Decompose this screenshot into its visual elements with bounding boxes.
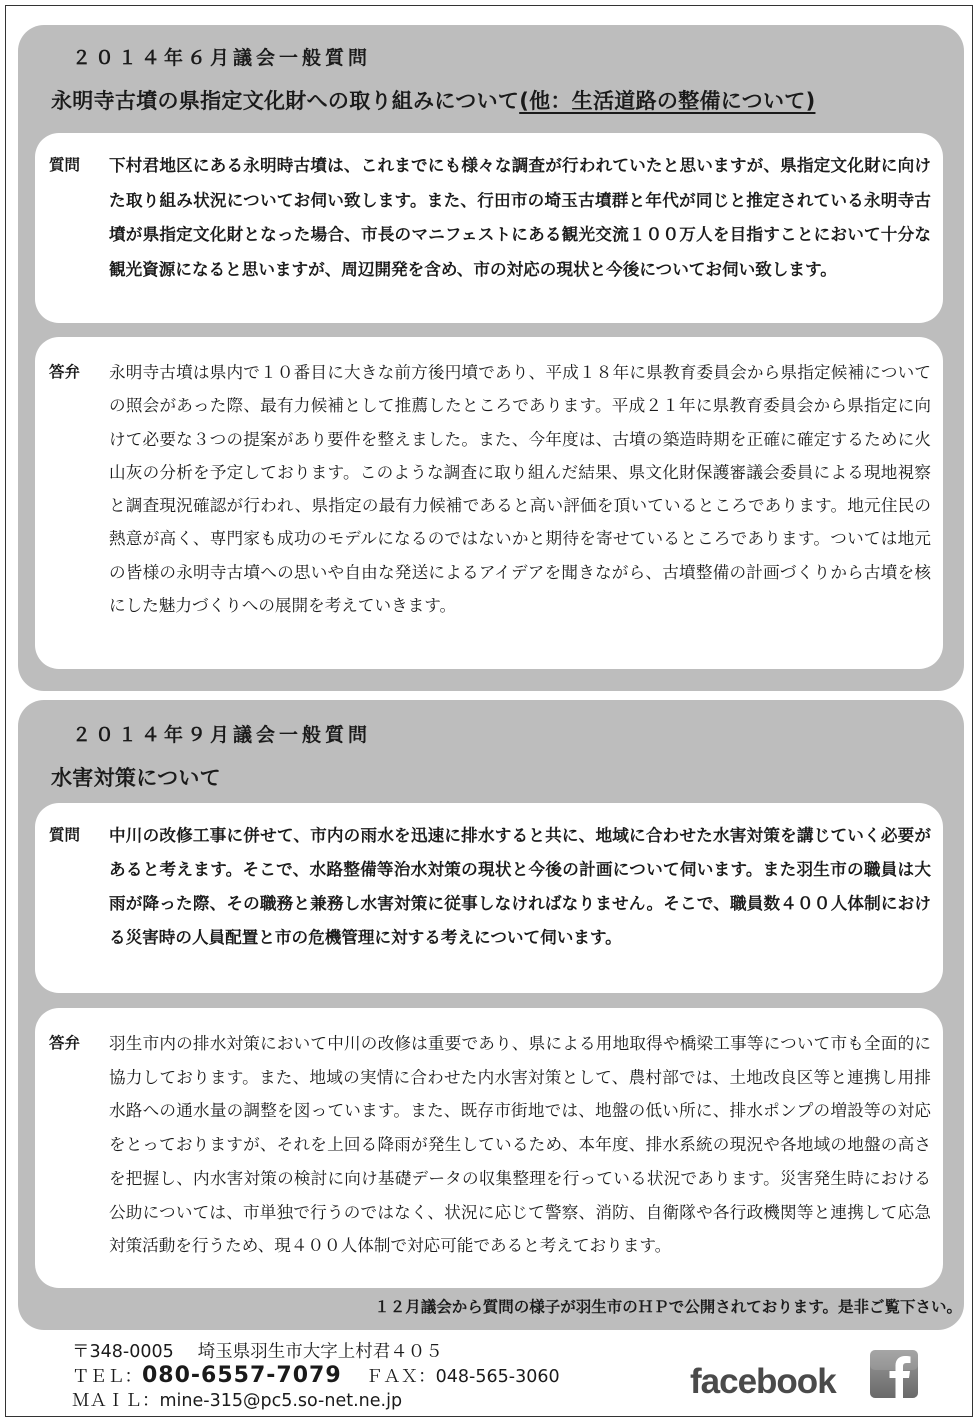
fax-number: 048-565-3060: [435, 1367, 560, 1387]
answer-text: 羽生市内の排水対策において中川の改修は重要であり、県による用地取得や橋梁工事等について市も全面的に協力しております。また、地域の実情に合わせた内水害対策として、農村部では、土地改良区等と連携し用排水路への通水量の調整を図っています。また、既存市街地では、地盤の低い所に、排水ポンプの増設等の対応をとっておりますが、それを上回る降雨が発生しているため、本年度、排水系統の現況や各地域の地盤の高さを把握し、内水害対策の検討に向け基礎データの収集整理を行っている状況であります。災害発生時における公助については、市単独で行うのではなく、状況に応じて警察、消防、自衛隊や各行政機関等と連携して応急対策活動を行うため、現４００人体制で対応可能であると考えております。: [109, 1034, 931, 1256]
question-box: [35, 133, 943, 323]
mail-address[interactable]: mine-315@pc5.so-net.ne.jp: [159, 1391, 403, 1411]
section-date: ２０１４年９月議会一般質問: [72, 724, 372, 746]
section-title-main: 永明寺古墳の県指定文化財への取り組みについて: [51, 89, 520, 113]
question-text: 中川の改修工事に併せて、市内の雨水を迅速に排水すると共に、地域に合わせた水害対策を講じていく必要があると考えます。そこで、水路整備等治水対策の現状と今後の計画について伺います。また羽生市の職員は大雨が降った際、その職務と兼務し水害対策に従事しなければなりません。そこで、職員数４００人体制における災害時の人員配置と市の危機管理に対する考えについて伺います。: [109, 826, 931, 947]
question-label: 質問: [49, 826, 81, 844]
facebook-logo-icon[interactable]: [870, 1350, 918, 1398]
question-label: 質問: [49, 156, 81, 174]
answer-label: 答弁: [49, 363, 81, 381]
section-september-2014: [18, 700, 964, 1330]
answer-text: 永明寺古墳は県内で１０番目に大きな前方後円墳であり、平成１８年に県教育委員会から県指定候補についての照会があった際、最有力候補として推薦したところであります。平成２１年に県教育委員会から県指定に向けて必要な３つの提案があり要件を整えました。また、今年度は、古墳の築造時期を正確に確定するために火山灰の分析を予定しております。このような調査に取り組んだ結果、県文化財保護審議会委員による現地視察と調査現況確認が行われ、県指定の最有力候補であると高い評価を頂いているところであります。地元住民の熱意が高く、専門家も成功のモデルになるのではないかと期待を寄せているところであります。ついては地元の皆様の永明寺古墳への思いや自由な発送によるアイデアを聞きながら、古墳整備の計画づくりから古墳を核にした魅力づくりへの展開を考えていきます。: [109, 363, 931, 616]
phone-line: [72, 1364, 560, 1389]
answer-box: [35, 1008, 943, 1288]
mail-label: ＭＡＩＬ：: [72, 1391, 160, 1411]
section-date: ２０１４年６月議会一般質問: [72, 47, 372, 69]
section-title: [51, 85, 815, 115]
section-title-sub: (他：生活道路の整備について): [519, 89, 816, 113]
question-text: 下村君地区にある永明時古墳は、これまでにも様々な調査が行われていたと思いますが、県指定文化財に向けた取り組み状況についてお伺い致します。また、行田市の埼玉古墳群と年代が同じと推定されている永明寺古墳が県指定文化財となった場合、市長のマニフェストにある観光交流１００万人を目指すことにおいて十分な観光資源になると思いますが、周辺開発を含め、市の対応の現状と今後についてお伺い致します。: [109, 156, 931, 279]
postal-code: 〒348-0005: [72, 1342, 174, 1362]
question-box: [35, 803, 943, 993]
facebook-wordmark[interactable]: facebook: [690, 1362, 836, 1401]
tel-label: ＴＥＬ：: [72, 1367, 142, 1387]
address-line: [72, 1340, 560, 1364]
answer-box: [35, 337, 943, 669]
fax-label: ＦＡＸ：: [365, 1367, 436, 1387]
address: 埼玉県羽生市大字上村君４０５: [197, 1342, 443, 1362]
hp-notice: １２月議会から質問の様子が羽生市のＨＰで公開されております。是非ご覧下さい。: [374, 1298, 962, 1316]
contact-info: [72, 1340, 560, 1413]
section-title: 水害対策について: [51, 766, 221, 790]
section-june-2014: [18, 25, 964, 691]
mail-line: [72, 1389, 560, 1413]
answer-label: 答弁: [49, 1034, 81, 1052]
tel-number: 080-6557-7079: [142, 1363, 342, 1388]
